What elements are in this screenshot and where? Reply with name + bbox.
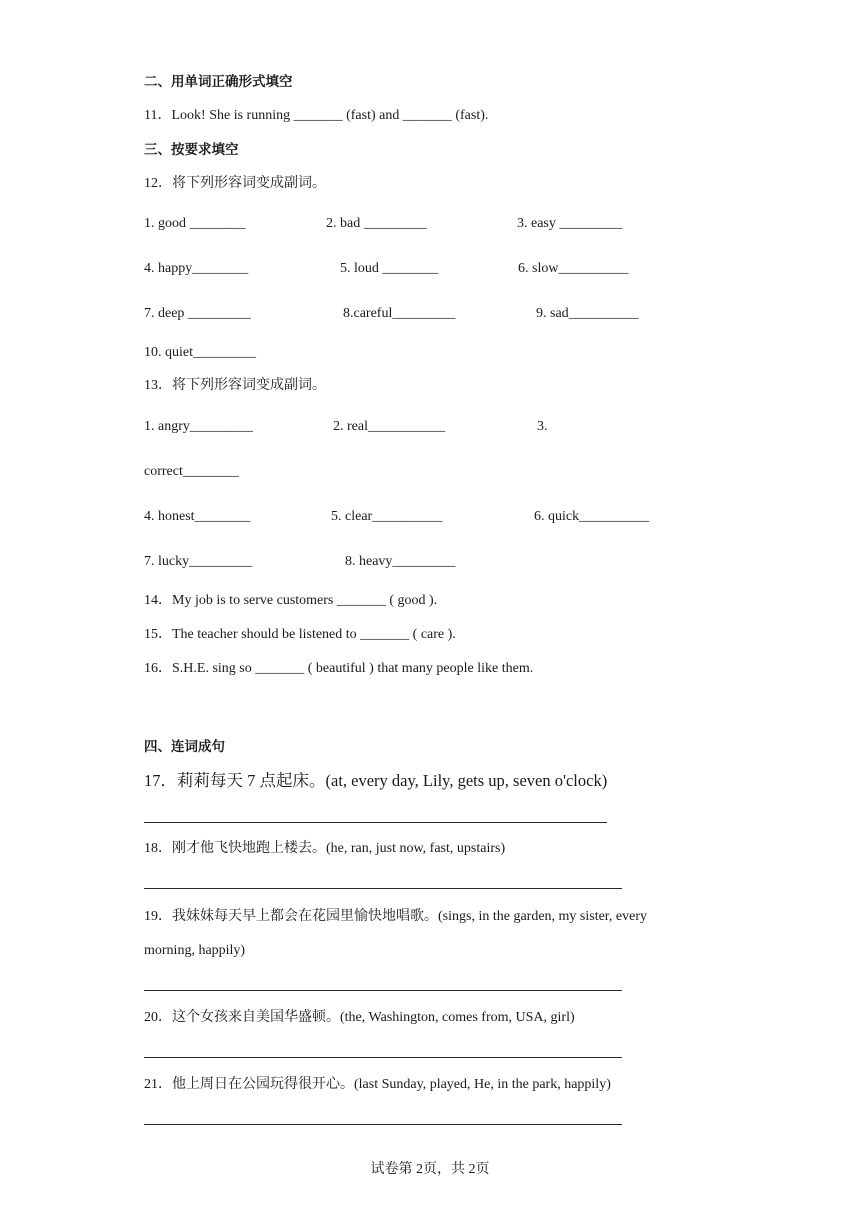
q12-item: 9. sad__________ — [536, 306, 639, 321]
q13-item: correct________ — [144, 464, 239, 479]
question-20: 20．这个女孩来自美国华盛顿。(the, Washington, comes from, USA, girl) — [144, 1010, 575, 1025]
question-21: 21．他上周日在公园玩得很开心。(last Sunday, played, He, in the park, happily) — [144, 1077, 611, 1092]
q13-item: 8. heavy_________ — [345, 554, 456, 569]
q12-item: 10. quiet_________ — [144, 345, 256, 360]
answer-line-20 — [144, 1057, 622, 1058]
question-19-line2: morning, happily) — [144, 943, 246, 958]
q13-item: 6. quick__________ — [534, 509, 650, 524]
question-11: 11．Look! She is running _______ (fast) and _______ (fast). — [144, 108, 489, 123]
question-17: 17．莉莉每天 7 点起床。(at, every day, Lily, gets up, seven o'clock) — [144, 771, 608, 790]
section-4-title: 四、连词成句 — [144, 739, 225, 755]
q12-item: 7. deep _________ — [144, 306, 251, 321]
q12-item: 5. loud ________ — [340, 261, 439, 276]
q13-item: 4. honest________ — [144, 509, 251, 524]
question-13-prompt: 13．将下列形容词变成副词。 — [144, 378, 326, 393]
section-3-title: 三、按要求填空 — [144, 142, 239, 158]
q13-item: 7. lucky_________ — [144, 554, 253, 569]
q12-item: 6. slow__________ — [518, 261, 629, 276]
answer-line-17 — [144, 822, 607, 823]
answer-line-19 — [144, 990, 622, 991]
q12-item: 1. good ________ — [144, 216, 246, 231]
question-15: 15．The teacher should be listened to _______ ( care ). — [144, 627, 456, 642]
page-footer: 试卷第 2页，共 2页 — [370, 1162, 490, 1177]
answer-line-21 — [144, 1124, 622, 1125]
question-19-line1: 19．我妹妹每天早上都会在花园里愉快地唱歌。(sings, in the garden, my sister, every — [144, 909, 648, 924]
q13-item: 3. — [537, 419, 548, 434]
q12-item: 4. happy________ — [144, 261, 249, 276]
question-18: 18．刚才他飞快地跑上楼去。(he, ran, just now, fast, upstairs) — [144, 841, 506, 856]
section-2-title: 二、用单词正确形式填空 — [144, 74, 293, 90]
q12-item: 2. bad _________ — [326, 216, 427, 231]
answer-line-18 — [144, 888, 622, 889]
q13-item: 5. clear__________ — [331, 509, 443, 524]
question-14: 14．My job is to serve customers _______ ( good ). — [144, 593, 438, 608]
q13-item: 2. real___________ — [333, 419, 445, 434]
q12-item: 8.careful_________ — [343, 306, 456, 321]
q12-item: 3. easy _________ — [517, 216, 623, 231]
question-16: 16．S.H.E. sing so _______ ( beautiful ) that many people like them. — [144, 661, 534, 676]
question-12-prompt: 12．将下列形容词变成副词。 — [144, 176, 326, 191]
q13-item: 1. angry_________ — [144, 419, 253, 434]
